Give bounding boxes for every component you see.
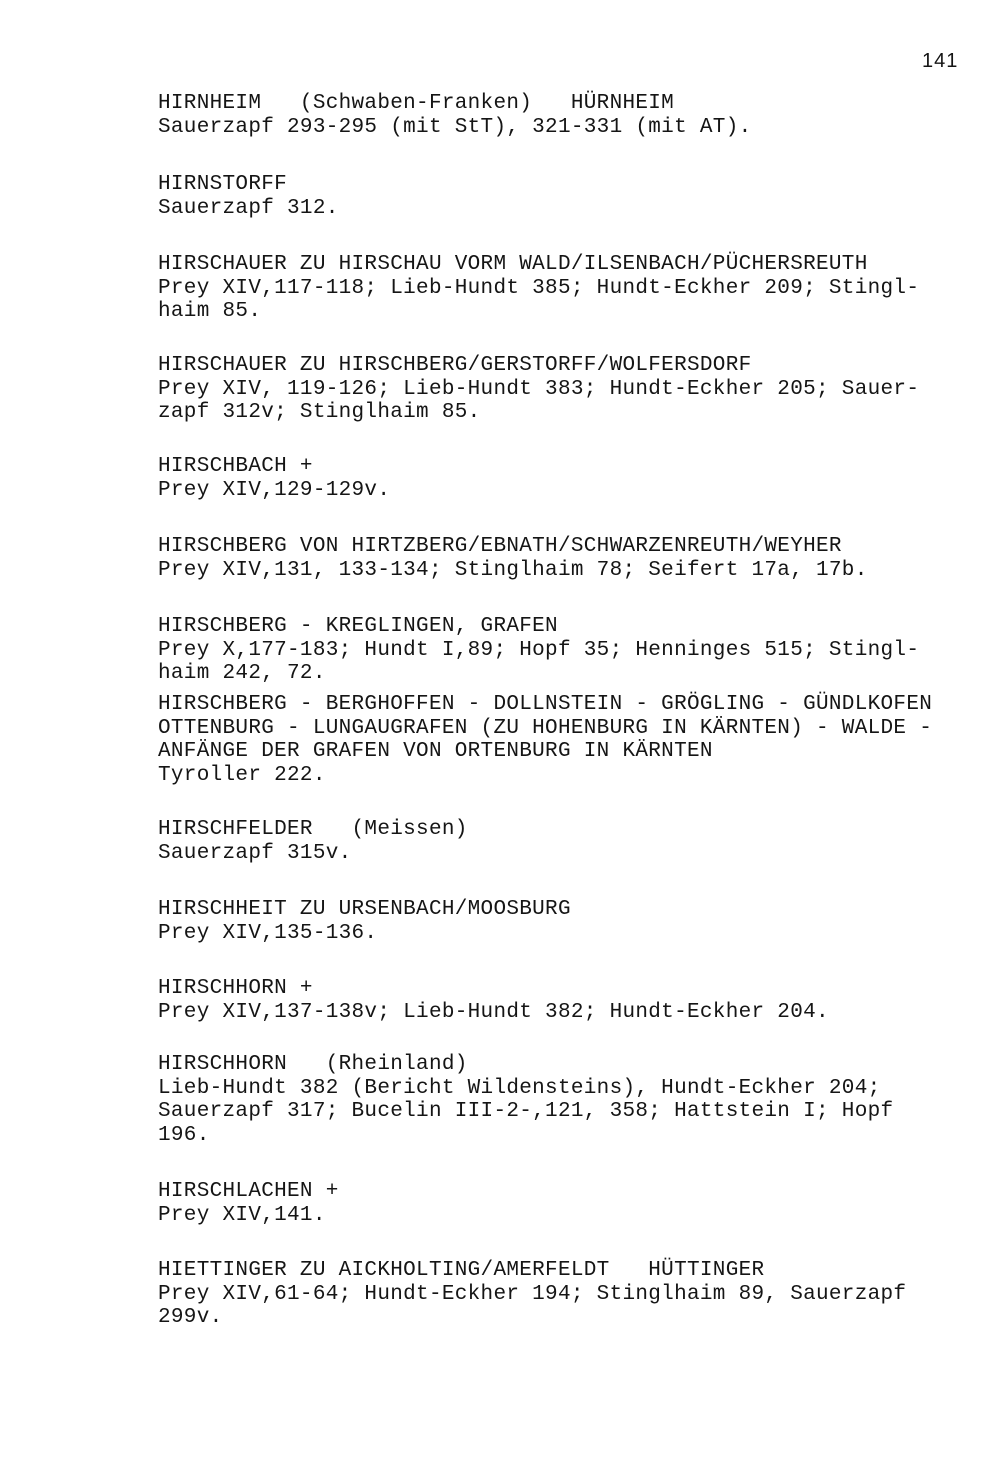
entry-heading: ANFÄNGE DER GRAFEN VON ORTENBURG IN KÄRNTEN <box>158 740 713 763</box>
entry-heading: HIRSCHHORN + <box>158 977 313 1000</box>
entry-references: 299v. <box>158 1306 223 1329</box>
entry-references: haim 85. <box>158 300 262 323</box>
entry-references: 196. <box>158 1123 210 1147</box>
entry-heading: HIRSCHHORN (Rheinland) <box>158 1053 468 1076</box>
entry-hirschauer-hirschau <box>158 253 988 324</box>
entry-hirnheim <box>158 92 988 139</box>
entry-hirschbach <box>158 455 988 502</box>
entry-references: zapf 312v; Stinglhaim 85. <box>158 401 481 424</box>
entry-heading: HIRSCHHEIT ZU URSENBACH/MOOSBURG <box>158 898 571 921</box>
entry-hirschfelder <box>158 818 988 865</box>
entry-heading: HIETTINGER ZU AICKHOLTING/AMERFELDT HÜTTINGER <box>158 1259 765 1282</box>
entry-heading: OTTENBURG - LUNGAUGRAFEN (ZU HOHENBURG IN KÄRNTEN) - WALDE - <box>158 716 933 740</box>
entry-references: Lieb-Hundt 382 (Bericht Wildensteins), Hundt-Eckher 204; <box>158 1076 881 1100</box>
entry-references: Prey XIV,141. <box>158 1203 326 1227</box>
entry-references: Prey XIV,137-138v; Lieb-Hundt 382; Hundt-Eckher 204. <box>158 1000 829 1024</box>
entry-hirschauer-hirschberg <box>158 354 988 425</box>
entry-heading: HIRNSTORFF <box>158 173 288 196</box>
page-number: 141 <box>922 50 959 72</box>
entry-hirschberg-hirtzberg <box>158 535 988 582</box>
entry-references: Prey XIV, 119-126; Lieb-Hundt 383; Hundt-Eckher 205; Sauer- <box>158 377 920 401</box>
entry-hirnstorff <box>158 173 988 220</box>
entry-heading: HIRSCHFELDER (Meissen) <box>158 818 468 841</box>
entry-references: Sauerzapf 293-295 (mit StT), 321-331 (mit AT). <box>158 115 752 139</box>
entry-hirschberg-kreglingen <box>158 615 988 686</box>
entry-references: Tyroller 222. <box>158 763 326 787</box>
entry-references: Prey X,177-183; Hundt I,89; Hopf 35; Henninges 515; Stingl- <box>158 638 920 662</box>
entry-references: Prey XIV,129-129v. <box>158 478 391 502</box>
entry-references: Prey XIV,135-136. <box>158 921 378 945</box>
entry-heading: HIRSCHAUER ZU HIRSCHBERG/GERSTORFF/WOLFERSDORF <box>158 354 752 377</box>
entry-references: Prey XIV,61-64; Hundt-Eckher 194; Stinglhaim 89, Sauerzapf <box>158 1282 907 1306</box>
entry-references: Prey XIV,117-118; Lieb-Hundt 385; Hundt-Eckher 209; Stingl- <box>158 276 920 300</box>
entry-references: Sauerzapf 312. <box>158 196 339 220</box>
entry-hirschlachen <box>158 1180 988 1227</box>
entry-heading: HIRSCHLACHEN + <box>158 1180 339 1203</box>
entry-references: haim 242, 72. <box>158 662 326 685</box>
entry-hirschberg-berghoffen <box>158 693 988 787</box>
entry-heading: HIRSCHBERG - KREGLINGEN, GRAFEN <box>158 615 558 638</box>
entry-hirschhorn-rheinland <box>158 1053 988 1147</box>
entry-heading: HIRSCHBERG VON HIRTZBERG/EBNATH/SCHWARZENREUTH/WEYHER <box>158 535 842 558</box>
entry-heading: HIRSCHBERG - BERGHOFFEN - DOLLNSTEIN - GRÖGLING - GÜNDLKOFEN <box>158 693 933 716</box>
entry-references: Prey XIV,131, 133-134; Stinglhaim 78; Seifert 17a, 17b. <box>158 558 868 582</box>
entry-heading: HIRSCHAUER ZU HIRSCHAU VORM WALD/ILSENBACH/PÜCHERSREUTH <box>158 253 868 276</box>
entry-heading: HIRNHEIM (Schwaben-Franken) HÜRNHEIM <box>158 92 675 115</box>
entry-heading: HIRSCHBACH + <box>158 455 313 478</box>
entry-hirschhorn <box>158 977 988 1024</box>
entry-references: Sauerzapf 315v. <box>158 841 352 865</box>
entry-hiettinger <box>158 1259 988 1330</box>
entry-hirschheit <box>158 898 988 945</box>
entry-references: Sauerzapf 317; Bucelin III-2-,121, 358; Hattstein I; Hopf <box>158 1100 894 1123</box>
